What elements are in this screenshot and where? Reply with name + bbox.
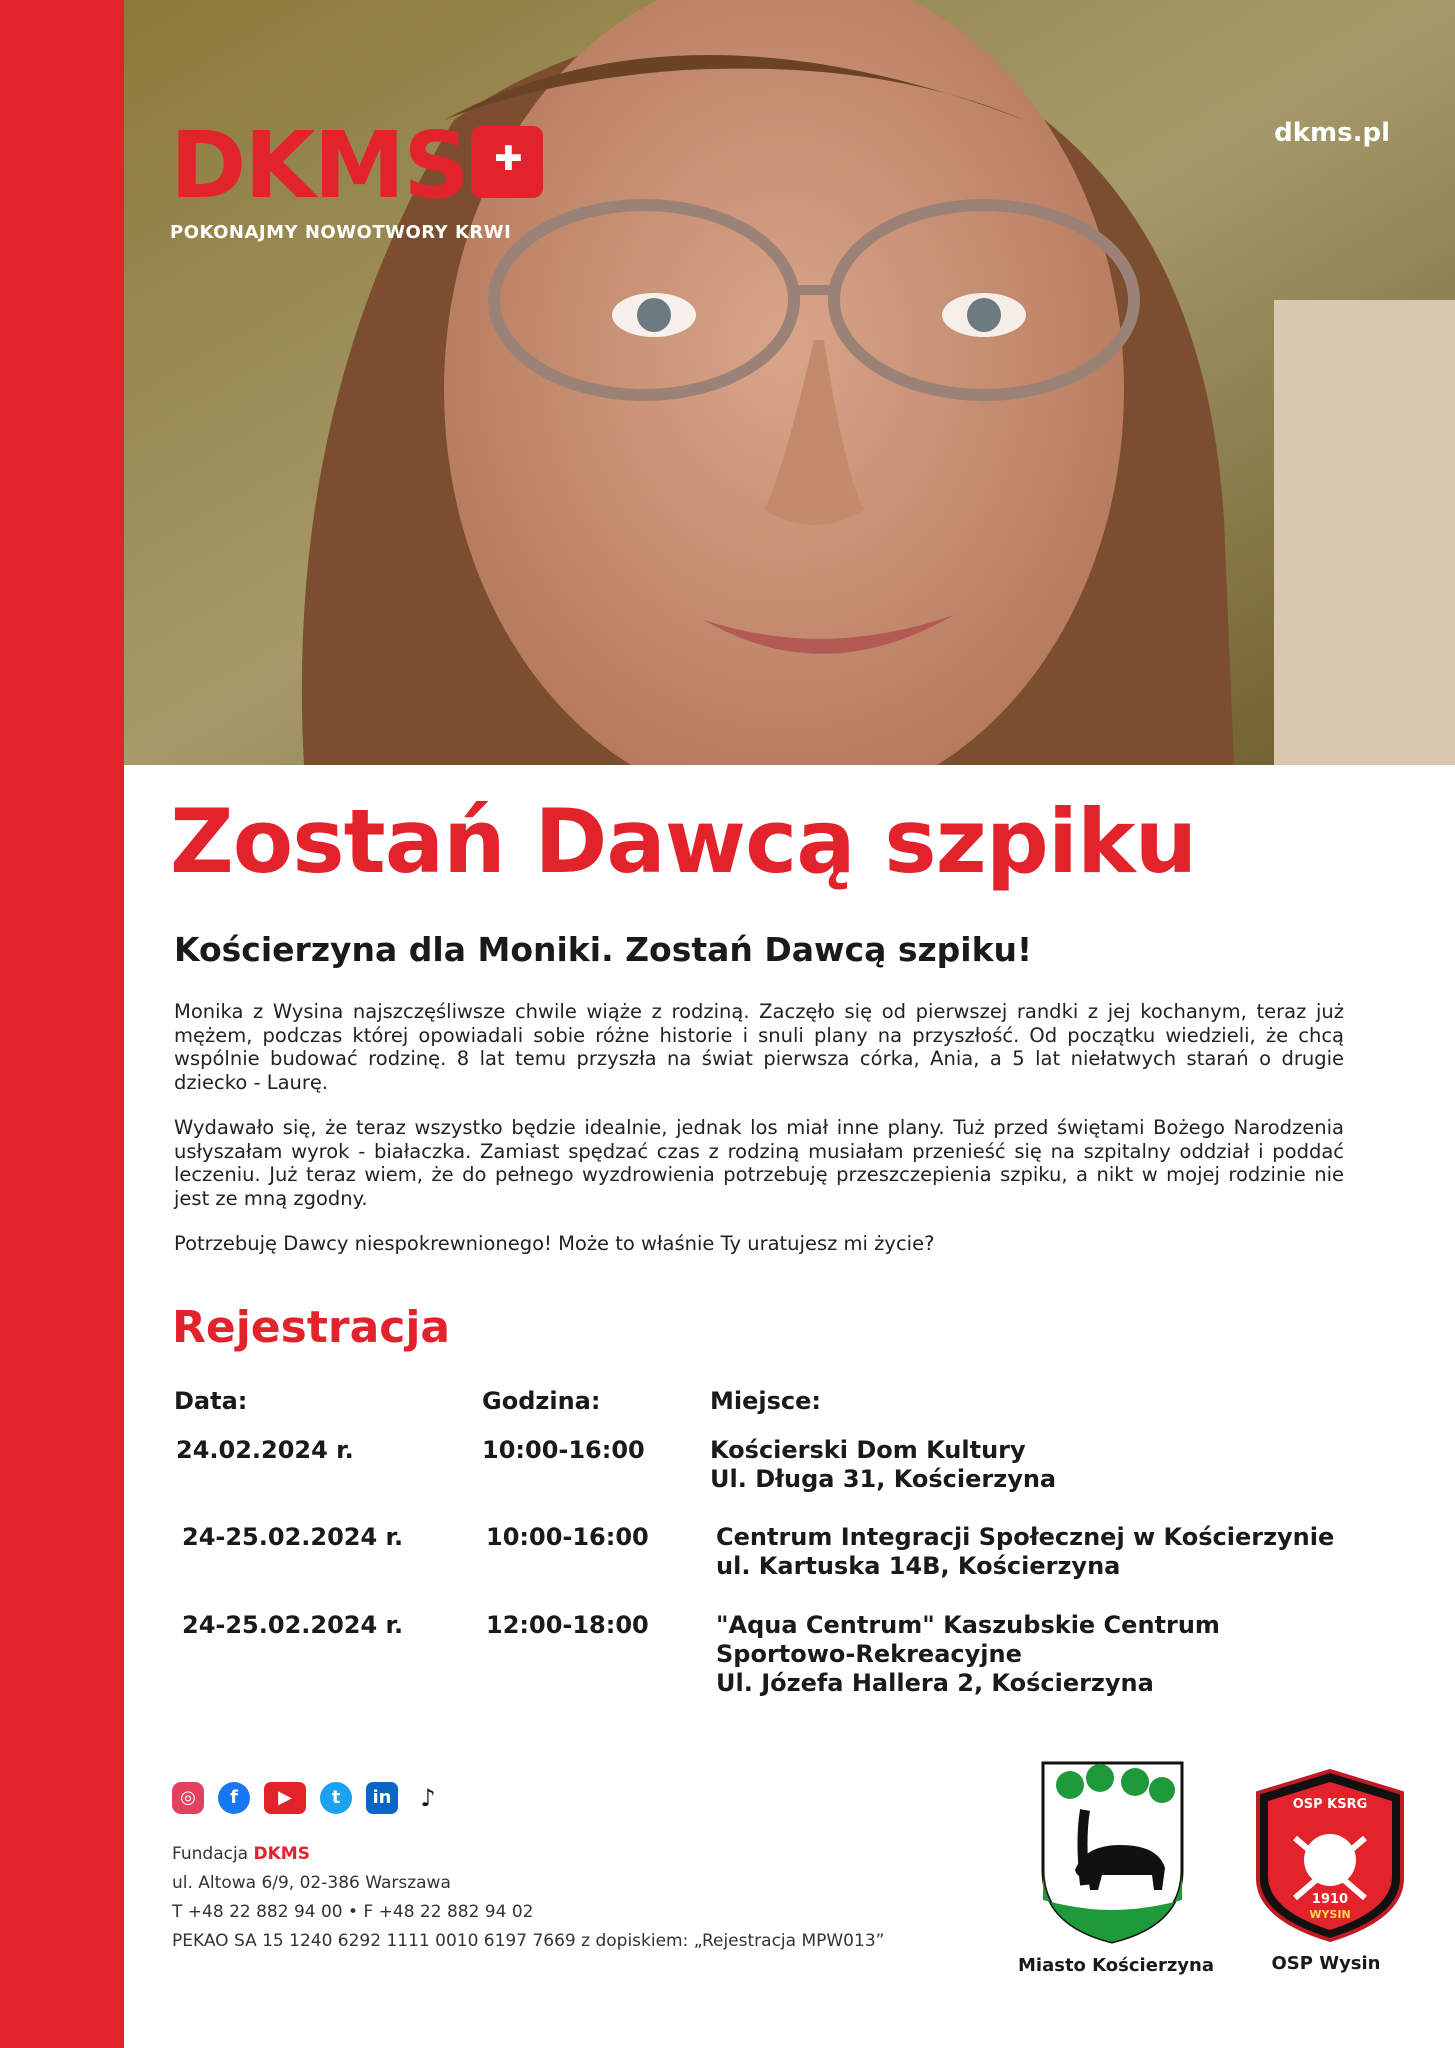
footer-org-name: DKMS (253, 1844, 310, 1864)
place-line: ul. Kartuska 14B, Kościerzyna (716, 1552, 1121, 1580)
page-title: Zostań Dawcą szpiku (170, 790, 1197, 893)
left-red-bar (0, 0, 124, 2048)
footer-phone: T +48 22 882 94 00 • F +48 22 882 94 02 (172, 1902, 534, 1922)
social-links (172, 1782, 444, 1814)
row-date: 24.02.2024 r. (176, 1436, 354, 1464)
place-line: Sportowo-Rekreacyjne (716, 1640, 1022, 1668)
site-url[interactable]: dkms.pl (1274, 118, 1390, 148)
city-label: Miasto Kościerzyna (1018, 1955, 1214, 1976)
dkms-logo[interactable] (170, 112, 543, 243)
svg-text:WYSIN: WYSIN (1309, 1908, 1351, 1921)
svg-text:OSP KSRG: OSP KSRG (1292, 1797, 1368, 1812)
youtube-icon[interactable]: ▶ (264, 1782, 306, 1814)
facebook-icon[interactable]: f (218, 1782, 250, 1814)
svg-text:1910: 1910 (1311, 1892, 1349, 1907)
linkedin-icon[interactable]: in (366, 1782, 398, 1814)
row-place (710, 1436, 1056, 1494)
footer-contact (172, 1840, 884, 1956)
story-paragraph: Potrzebuję Dawcy niespokrewnionego! Może to właśnie Ty uratujesz mi życie? (174, 1232, 935, 1255)
osp-badge-icon (1255, 1768, 1405, 1947)
place-line: Kościerski Dom Kultury (710, 1436, 1026, 1464)
place-line: Centrum Integracji Społecznej w Kościerzynie (716, 1523, 1335, 1551)
logo-word: DKMS ✚ (170, 120, 543, 212)
footer-org (172, 1840, 884, 1869)
header-place: Miejsce: (710, 1387, 821, 1415)
registration-title: Rejestracja (172, 1302, 451, 1353)
row-time: 10:00-16:00 (482, 1436, 645, 1464)
row-date: 24-25.02.2024 r. (182, 1611, 404, 1639)
tiktok-icon[interactable]: ♪ (412, 1782, 444, 1814)
story-paragraph: Wydawało się, że teraz wszystko będzie idealnie, jednak los miał inne plany. Tuż przed świętami Bożego Narodzenia usłyszałam wyrok - białaczka. Zamiast spędzać czas z rodziną musiałam przenieść się na szpitalny oddział i poddać leczeniu. Już teraz wiem, że do pełnego wyzdrowienia potrzebuję przeszczepienia szpiku, a nikt w mojej rodzinie nie jest ze mną zgodny. (174, 1116, 1344, 1210)
header-date: Data: (174, 1387, 248, 1415)
footer-bank: PEKAO SA 15 1240 6292 1111 0010 6197 7669 z dopiskiem: „Rejestracja MPW013” (172, 1931, 885, 1951)
osp-label: OSP Wysin (1271, 1953, 1381, 1974)
row-place (716, 1611, 1220, 1698)
footer-address: ul. Altowa 6/9, 02-386 Warszawa (172, 1873, 451, 1893)
twitter-icon[interactable]: t (320, 1782, 352, 1814)
logo-cross-icon: ✚ (471, 126, 543, 198)
row-place (716, 1523, 1334, 1581)
instagram-icon[interactable]: ◎ (172, 1782, 204, 1814)
footer-org-prefix: Fundacja (172, 1844, 254, 1864)
row-date: 24-25.02.2024 r. (182, 1523, 404, 1551)
place-line: Ul. Długa 31, Kościerzyna (710, 1465, 1057, 1493)
subtitle: Kościerzyna dla Moniki. Zostań Dawcą szpiku! (174, 930, 1033, 969)
story-paragraph: Monika z Wysina najszczęśliwsze chwile wiąże z rodziną. Zaczęło się od pierwszej randki z jej kochanym, teraz już mężem, podczas której opowiadali sobie różne historie i snuli plany na przyszłość. Od początku wiedzieli, że chcą wspólnie budować rodzinę. 8 lat temu przyszła na świat pierwsza córka, Ania, a 5 lat niełatwych starań o drugie dziecko - Laurę. (174, 1000, 1344, 1094)
story-text (174, 1000, 1344, 1278)
city-crest-icon (1040, 1760, 1185, 1949)
row-time: 12:00-18:00 (486, 1611, 649, 1639)
header-time: Godzina: (482, 1387, 601, 1415)
place-line: "Aqua Centrum" Kaszubskie Centrum (716, 1611, 1220, 1639)
logo-tagline: POKONAJMY NOWOTWORY KRWI (170, 222, 512, 243)
place-line: Ul. Józefa Hallera 2, Kościerzyna (716, 1669, 1154, 1697)
row-time: 10:00-16:00 (486, 1523, 649, 1551)
